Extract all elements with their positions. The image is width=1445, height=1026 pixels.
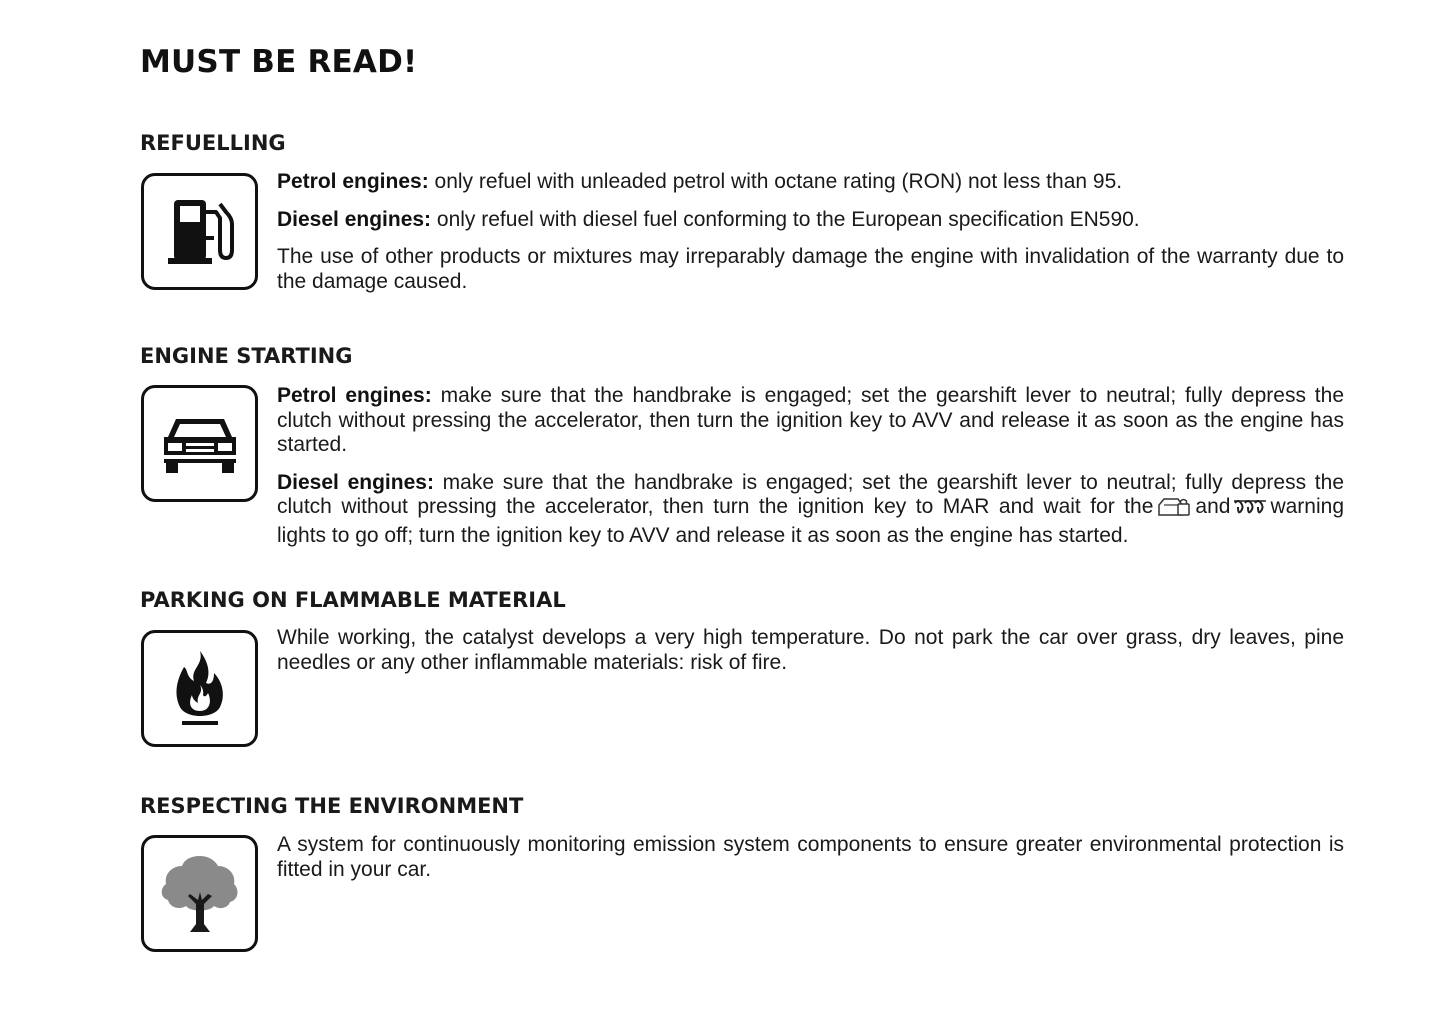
glow-plug-warning-icon <box>1233 497 1267 524</box>
refuelling-petrol-text: only refuel with unleaded petrol with octane rating (RON) not less than 95. <box>428 170 1123 193</box>
parking-paragraph: While working, the catalyst develops a very high temperature. Do not park the car over grass, dry leaves, pine needles or any other inflammable materials: risk of fire. <box>277 626 1344 674</box>
section-heading-environment: RESPECTING THE ENVIRONMENT <box>140 794 524 818</box>
engine-starting-diesel-text-a: make sure that the handbrake is engaged; set the gearshift lever to neutral; fully depress the clutch without pressing the accelerator, then turn the ignition key to MAR and wait for the <box>277 470 1344 518</box>
refuelling-diesel-label: Diesel engines: <box>277 207 432 231</box>
environment-icon-box <box>141 835 258 952</box>
flame-icon <box>170 647 230 731</box>
engine-starting-petrol-text: make sure that the handbrake is engaged; set the gearshift lever to neutral; fully depress the clutch without pressing the accelerator, then turn the ignition key to AVV and release it as soon as the engine has started. <box>277 384 1344 456</box>
refuelling-diesel-paragraph <box>277 208 1344 233</box>
parking-body <box>277 626 1344 688</box>
engine-starting-diesel-label: Diesel engines: <box>277 470 434 494</box>
engine-starting-diesel-text-c: warning lights to go off; turn the ignition key to AVV and release it as soon as the engine has started. <box>277 495 1344 547</box>
engine-starting-petrol-label: Petrol engines: <box>277 384 432 407</box>
parking-icon-box <box>141 630 258 747</box>
refuelling-petrol-paragraph <box>277 170 1344 195</box>
section-heading-parking: PARKING ON FLAMMABLE MATERIAL <box>140 588 566 612</box>
immobilizer-warning-icon <box>1156 495 1192 524</box>
refuelling-icon-box <box>141 173 258 290</box>
engine-starting-diesel-text-b: and <box>1195 495 1231 518</box>
fuel-pump-icon <box>160 192 240 272</box>
page-title: MUST BE READ! <box>140 44 418 80</box>
refuelling-body <box>277 170 1344 307</box>
engine-starting-icon-box <box>141 385 258 502</box>
refuelling-warning-paragraph: The use of other products or mixtures may irreparably damage the engine with invalidation of the warranty due to the damage caused. <box>277 245 1344 293</box>
environment-body <box>277 833 1344 895</box>
engine-starting-diesel-paragraph <box>277 471 1344 549</box>
car-front-icon <box>158 409 242 479</box>
tree-icon <box>158 852 242 936</box>
engine-starting-body <box>277 384 1344 561</box>
section-heading-refuelling: REFUELLING <box>140 131 286 155</box>
section-heading-engine-starting: ENGINE STARTING <box>140 344 353 368</box>
refuelling-petrol-label: Petrol engines: <box>277 170 429 193</box>
engine-starting-petrol-paragraph <box>277 384 1344 458</box>
refuelling-diesel-text: only refuel with diesel fuel conforming to the European specification EN590. <box>431 207 1140 231</box>
environment-paragraph: A system for continuously monitoring emission system components to ensure greater environmental protection is fitted in your car. <box>277 833 1344 881</box>
